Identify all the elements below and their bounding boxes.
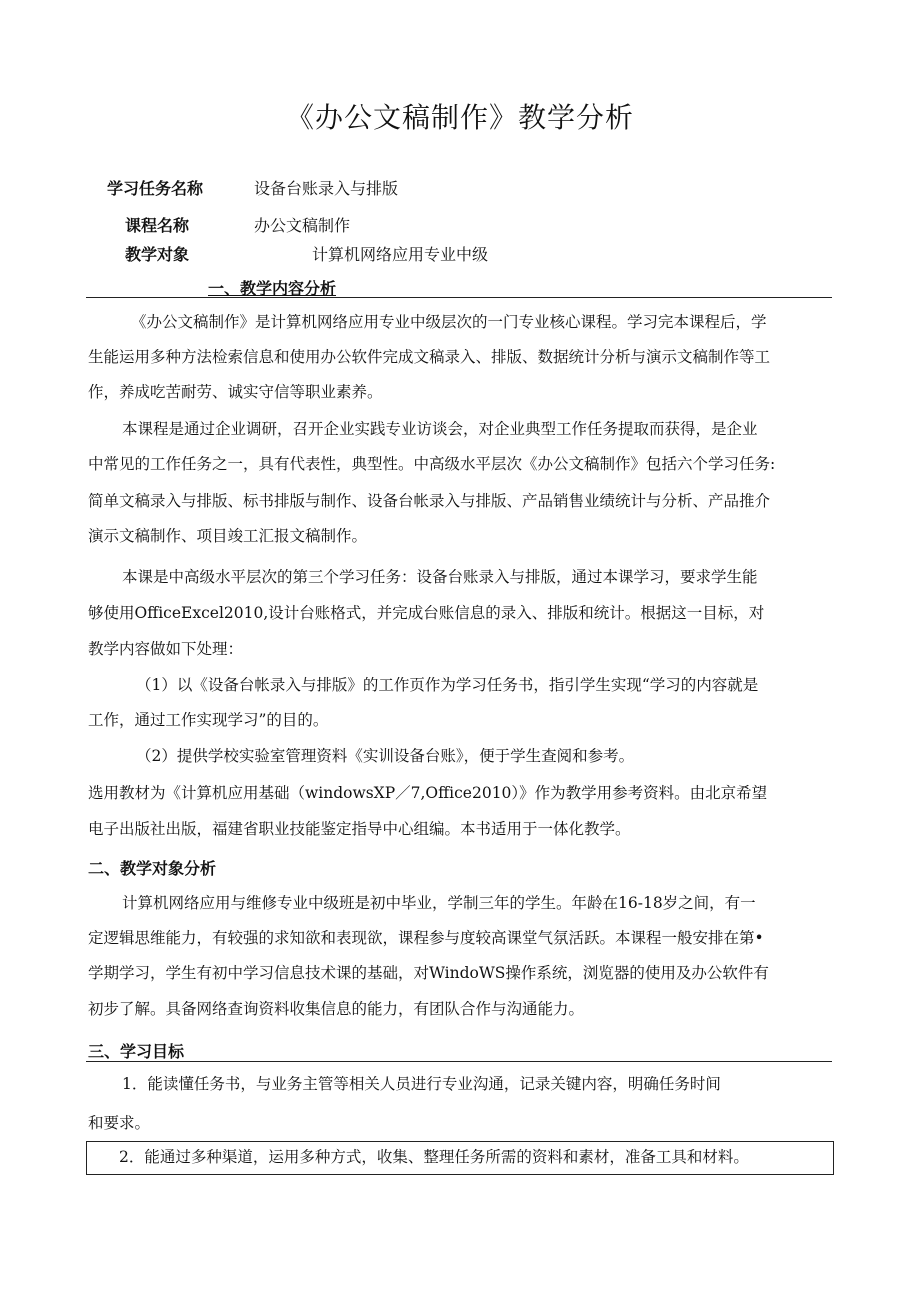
page-title: 《办公文稿制作》教学分析	[285, 101, 634, 134]
s1-line: 工作，通过工作实现学习”的目的。	[88, 711, 329, 729]
s2-line: 定逻辑思维能力，有较强的求知欲和表现欲，课程参与度较高课堂气氛活跃。本课程一般安排在第•	[88, 929, 764, 947]
s1-line: 教学内容做如下处理：	[88, 640, 244, 658]
s1-line: 够使用OfficeExcel2010,设计台账格式，并完成台账信息的录入、排版和统计。根据这一目标，对	[88, 604, 765, 622]
s2-line: 计算机网络应用与维修专业中级班是初中毕业，学制三年的学生。年龄在16-18岁之间，有一	[122, 894, 756, 912]
s1-line: 演示文稿制作、项目竣工汇报文稿制作。	[88, 527, 368, 545]
s1-line: 简单文稿录入与排版、标书排版与制作、设备台帐录入与排版、产品销售业绩统计与分析、产品推介	[88, 492, 771, 510]
target-value: 计算机网络应用专业中级	[312, 245, 489, 264]
task-value: 设备台账录入与排版	[254, 179, 399, 198]
section3-rule	[86, 1061, 832, 1062]
s3-line: 和要求。	[88, 1114, 151, 1132]
task-label: 学习任务名称	[107, 179, 204, 198]
s1-line: 本课是中高级水平层次的第三个学习任务：设备台账录入与排版，通过本课学习，要求学生能	[122, 568, 758, 586]
goal-box	[86, 1141, 834, 1175]
course-label: 课程名称	[125, 216, 190, 235]
s1-line: 生能运用多种方法检索信息和使用办公软件完成文稿录入、排版、数据统计分析与演示文稿制作等工	[88, 348, 771, 366]
s1-line: 中常见的工作任务之一，具有代表性，典型性。中高级水平层次《办公文稿制作》包括六个学习任务:	[88, 455, 776, 473]
s1-line: （2）提供学校实验室管理资料《实训设备台账》，便于学生查阅和参考。	[136, 747, 635, 765]
s2-line: 初步了解。具备网络查询资料收集信息的能力，有团队合作与沟通能力。	[88, 1000, 585, 1018]
section1-rule	[86, 297, 832, 298]
s3-line: 1．能读懂任务书，与业务主管等相关人员进行专业沟通，记录关键内容，明确任务时间	[122, 1075, 721, 1093]
section2-heading: 二、教学对象分析	[88, 859, 217, 878]
s2-line: 学期学习，学生有初中学习信息技术课的基础，对WindoWS操作系统，浏览器的使用及办公软件有	[88, 964, 769, 982]
s1-line: 《办公文稿制作》是计算机网络应用专业中级层次的一门专业核心课程。学习完本课程后，学	[131, 313, 767, 331]
s1-line: 选用教材为《计算机应用基础（windowsXP／7,Office2010）》作为教学用参考资料。由北京希望	[88, 784, 768, 802]
course-value: 办公文稿制作	[254, 216, 351, 235]
s3-line: 2．能通过多种渠道，运用多种方式，收集、整理任务所需的资料和素材，准备工具和材料。	[119, 1148, 749, 1166]
s1-line: （1）以《设备台帐录入与排版》的工作页作为学习任务书，指引学生实现“学习的内容就是	[136, 676, 759, 694]
s1-line: 本课程是通过企业调研，召开企业实践专业访谈会，对企业典型工作任务提取而获得，是企业	[122, 420, 758, 438]
section3-heading: 三、学习目标	[88, 1042, 185, 1061]
section1-heading: 一、教学内容分析	[208, 279, 337, 298]
s1-line: 电子出版社出版，福建省职业技能鉴定指导中心组编。本书适用于一体化教学。	[88, 820, 631, 838]
target-label: 教学对象	[125, 245, 190, 264]
s1-line: 作，养成吃苦耐劳、诚实守信等职业素养。	[88, 383, 383, 401]
